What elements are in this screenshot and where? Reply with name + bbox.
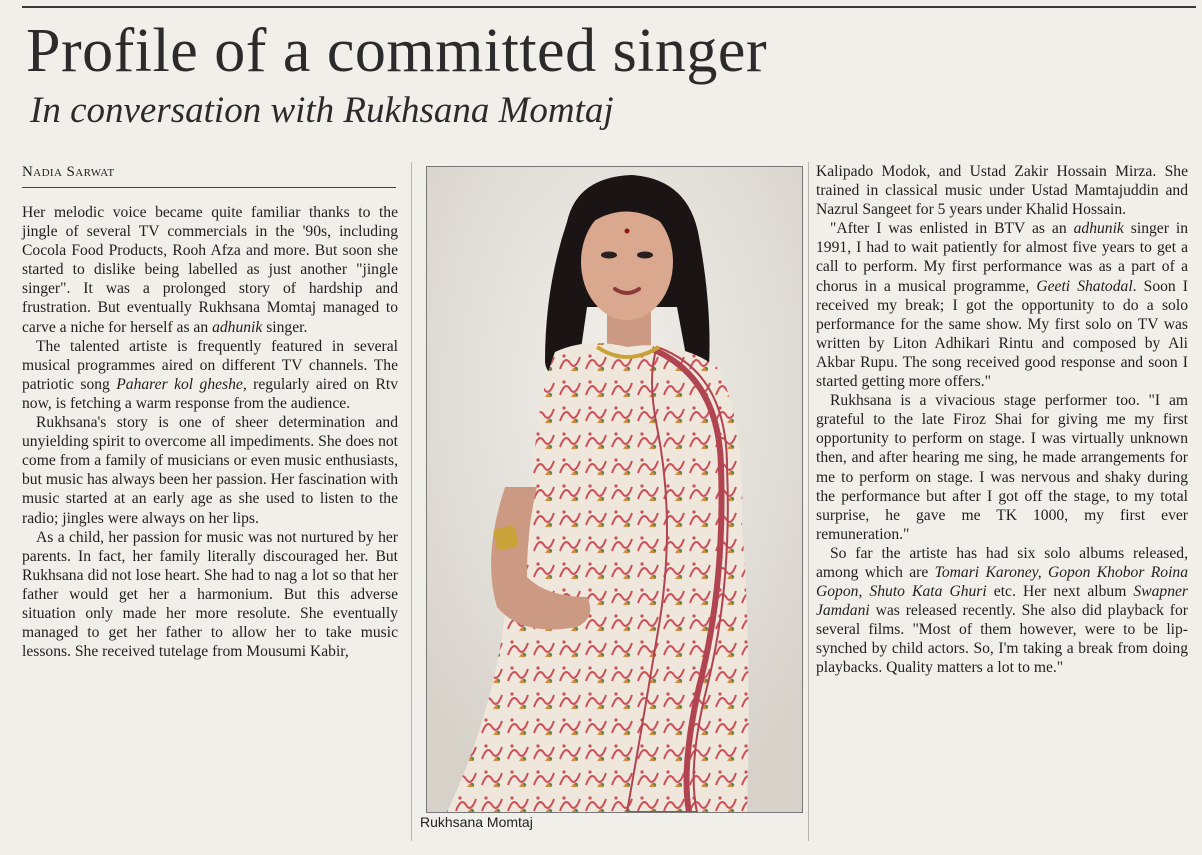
column-divider	[411, 162, 412, 841]
paragraph: Rukhsana is a vivacious stage performer too. "I am grateful to the late Firoz Shai for giving me my first opportunity to perform on stage. I was virtually unknown then, and after hearing me sing, he made arrangements for me to perform on stage. I was nervous and shaky during the performance but after I got off the stage, to my total surprise, he gave me TK 1000, my first ever remuneration."	[816, 392, 1188, 543]
column-divider	[808, 162, 809, 841]
paragraph: Kalipado Modok, and Ustad Zakir Hossain Mirza. She trained in classical music under Ustad Mamtajuddin and Nazrul Sangeet for 5 years under Khalid Hossain.	[816, 163, 1188, 219]
byline: Nadia Sarwat	[22, 164, 396, 188]
subhead: In conversation with Rukhsana Momtaj	[30, 90, 614, 131]
singer-photo	[426, 166, 803, 813]
article-column-3	[816, 162, 1188, 678]
headline: Profile of a committed singer	[26, 17, 768, 85]
paragraph: So far the artiste has had six solo albums released, among which are Tomari Karoney, Gopon Khobor Roina Gopon, Shuto Kata Ghuri etc. Her next album Swapner Jamdani was released recently. She also did playback for several films. "Most of them however, were to be lip-synched by child actors. So, I'm taking a break from doing playbacks. Quality matters a lot to me."	[816, 544, 1189, 677]
singer-illustration	[427, 167, 802, 812]
paragraph: "After I was enlisted in BTV as an adhunik singer in 1991, I had to wait patiently for almost five years to get a call to perform. My first performance was as a part of a chorus in a musical programme, Geeti Shatodal. Soon I received my break; I got the opportunity to do a solo performance for the same show. My first solo on TV was written by Liton Adhikari Rintu and composed by Ali Akbar Rupu. The song received good response and soon I started getting more offers."	[816, 220, 1188, 391]
photo-caption: Rukhsana Momtaj	[420, 814, 533, 830]
article-column-1	[22, 203, 398, 661]
paragraph: Rukhsana's story is one of sheer determination and unyielding spirit to overcome all impediments. She does not come from a family of musicians or even music enthusiasts, but music has always been her passion. Her fascination with music started at an early age as she used to listen to the radio; jingles were always on her lips.	[22, 414, 398, 527]
paragraph: As a child, her passion for music was not nurtured by her parents. In fact, her family literally discouraged her. But Rukhsana did not lose heart. She had to nag a lot so that her father would get her a harmonium. But this adverse situation only made her more resolute. She eventually managed to get her father to allow her to take music lessons. She received tutelage from Mousumi Kabir,	[22, 528, 398, 661]
paragraph: Her melodic voice became quite familiar thanks to the jingle of several TV commercials in the '90s, including Cocola Food Products, Rooh Afza and more. But soon she started to dislike being labelled as just another "jingle singer". It was a prolonged story of hardship and frustration. But eventually Rukhsana Momtaj managed to carve a niche for herself as an adhunik singer.	[22, 204, 398, 336]
paragraph: The talented artiste is frequently featured in several musical programmes aired on different TV channels. The patriotic song Paharer kol gheshe, regularly aired on Rtv now, is fetching a warm response from the audience.	[22, 337, 399, 412]
top-rule	[22, 6, 1196, 8]
